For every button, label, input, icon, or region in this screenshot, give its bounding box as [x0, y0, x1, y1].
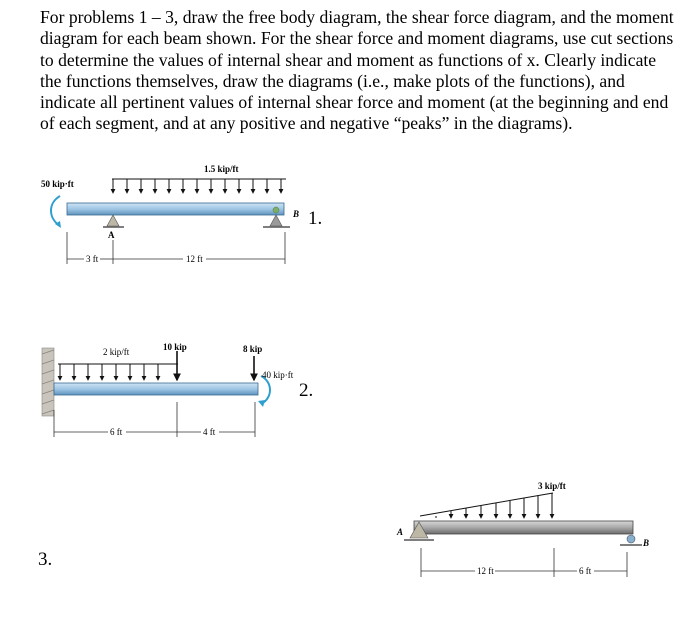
p2-distributed-load: [58, 364, 178, 380]
p3-support-b-label: B: [643, 538, 650, 548]
instructions-text: For problems 1 – 3, draw the free body diagram, the shear force diagram, and the moment diagram for each beam shown. For the shear force and moment diagrams, use cut sections to determine the values of internal shear and moment as functions of x. Clearly indicate the functions themselves, draw the diagrams (i.e., make plots of the functions), and indicate all pertinent values of internal shear force and moment (at the beginning and end of each segment, and at any positive and negative “peaks” in the diagrams).: [40, 7, 674, 134]
p1-moment-label: 50 kip·ft: [41, 179, 74, 189]
p2-beam: [54, 383, 258, 395]
p1-support-b-label: B: [293, 209, 300, 219]
p1-support-a-label: A: [108, 230, 115, 240]
p3-dim-6ft: 6 ft: [579, 566, 592, 576]
p2-dimension-lines: [54, 402, 255, 437]
p3-support-a-label: A: [397, 527, 404, 537]
p3-support-b: [620, 535, 649, 548]
p1-applied-moment: [51, 196, 60, 226]
p3-triangular-load: [420, 493, 553, 518]
problem-1-diagram: [41, 164, 299, 264]
problem-3-number: 3.: [38, 549, 53, 570]
p2-point-load-2-label: 8 kip: [243, 344, 263, 354]
p3-load-label: 3 kip/ft: [538, 481, 566, 491]
problem-1-number: 1.: [308, 208, 323, 229]
p1-support-a: [103, 215, 124, 240]
p2-dim-4ft: 4 ft: [203, 427, 216, 437]
p2-point-load-1-label: 10 kip: [163, 342, 187, 352]
p1-distributed-load: [112, 179, 286, 193]
problem-2-number: 2.: [299, 380, 314, 401]
p1-dim-3ft: 3 ft: [86, 254, 99, 264]
p3-dim-12ft: 12 ft: [477, 566, 494, 576]
p2-applied-moment: [261, 376, 270, 404]
problem-2-diagram: [42, 342, 294, 437]
p2-dist-load-label: 2 kip/ft: [103, 347, 130, 357]
p1-dim-12ft: 12 ft: [186, 254, 203, 264]
p3-dimension-lines: [421, 548, 627, 577]
problem-3-diagram: [396, 481, 649, 577]
p1-dimension-lines: [67, 232, 285, 264]
p3-beam: [414, 521, 633, 534]
p2-dim-6ft: 6 ft: [110, 427, 123, 437]
p1-beam: [67, 203, 284, 215]
p1-load-label: 1.5 kip/ft: [204, 164, 239, 174]
p2-moment-label: 40 kip·ft: [262, 370, 294, 380]
